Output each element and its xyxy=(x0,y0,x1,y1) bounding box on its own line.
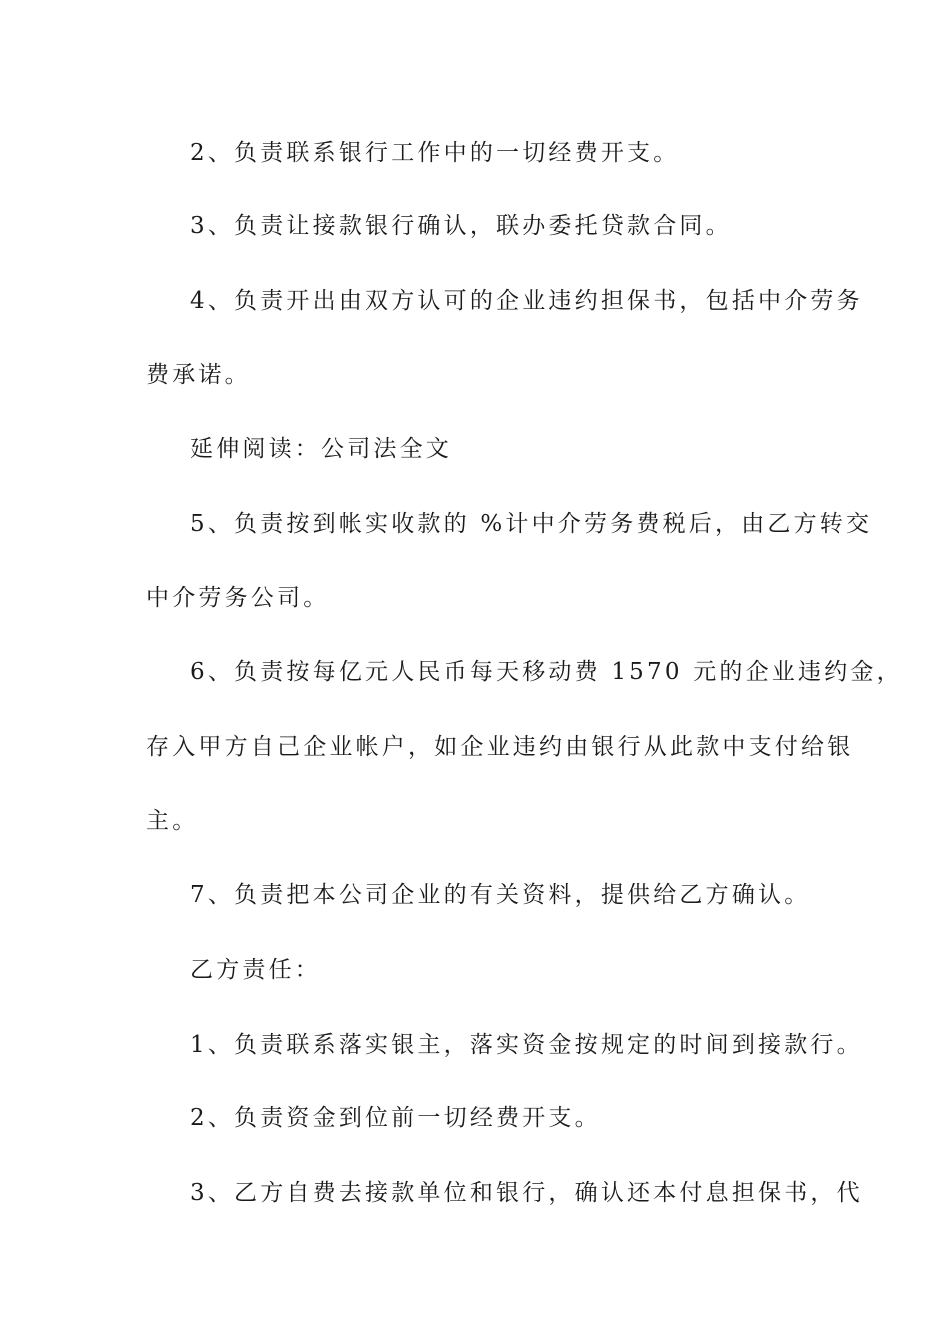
paragraph-line: 费承诺。 xyxy=(146,362,251,388)
paragraph-line: 3、负责让接款银行确认，联办委托贷款合同。 xyxy=(190,213,732,239)
paragraph-line: 3、乙方自费去接款单位和银行，确认还本付息担保书，代 xyxy=(190,1180,863,1206)
paragraph-line: 4、负责开出由双方认可的企业违约担保书，包括中介劳务 xyxy=(190,288,863,314)
paragraph-line: 中介劳务公司。 xyxy=(146,585,330,611)
paragraph-line: 1、负责联系落实银主，落实资金按规定的时间到接款行。 xyxy=(190,1032,863,1058)
paragraph-line: 7、负责把本公司企业的有关资料，提供给乙方确认。 xyxy=(190,882,811,908)
section-heading: 乙方责任： xyxy=(190,957,321,983)
paragraph-line: 2、负责联系银行工作中的一切经费开支。 xyxy=(190,140,680,166)
paragraph-line: 存入甲方自己企业帐户，如企业违约由银行从此款中支付给银 xyxy=(146,734,854,760)
paragraph-line: 主。 xyxy=(146,808,199,834)
section-heading: 延伸阅读：公司法全文 xyxy=(190,436,452,462)
paragraph-line: 6、负责按每亿元人民币每天移动费 1570 元的企业违约金， xyxy=(190,659,903,685)
paragraph-line: 5、负责按到帐实收款的 %计中介劳务费税后，由乙方转交 xyxy=(190,511,873,537)
paragraph-line: 2、负责资金到位前一切经费开支。 xyxy=(190,1105,601,1131)
